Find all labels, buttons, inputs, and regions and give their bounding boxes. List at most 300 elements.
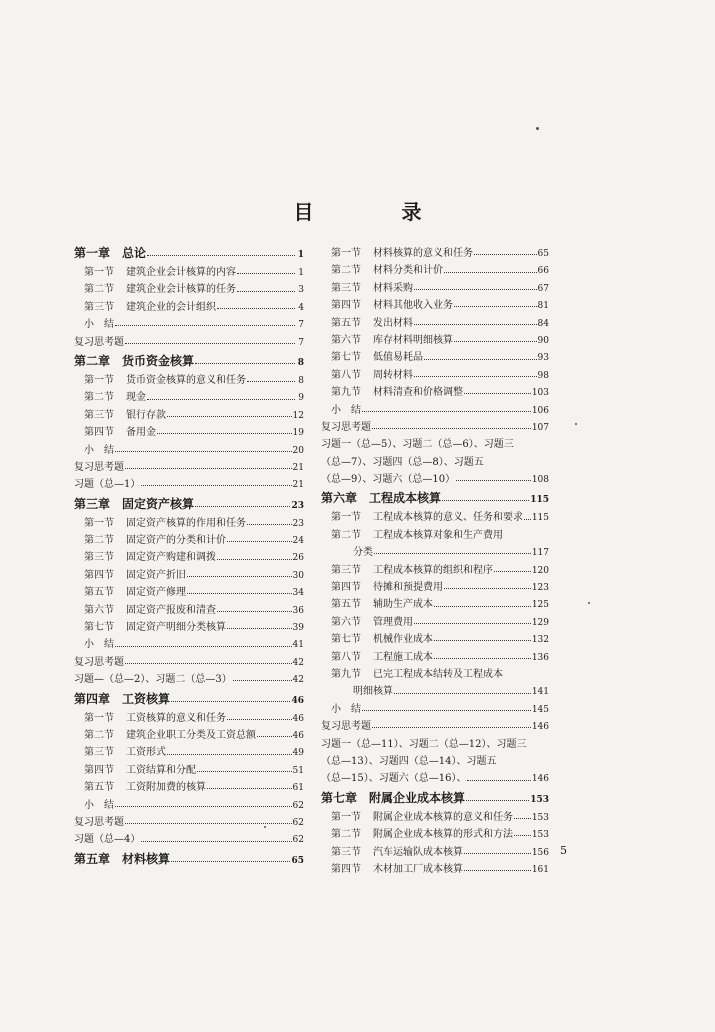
toc-page-number: 34 <box>292 588 304 599</box>
toc-entry-number: 第四节 <box>331 300 361 312</box>
toc-entry <box>321 648 549 665</box>
toc-page-number: 36 <box>292 605 304 616</box>
toc-entry-label <box>84 441 114 456</box>
toc-entry-label <box>321 717 371 732</box>
toc-entry-title: 建筑企业职工分类及工资总额 <box>126 729 256 741</box>
toc-entry <box>74 423 304 440</box>
toc-entry <box>74 709 304 726</box>
toc-entry-number: 第一节 <box>331 811 361 823</box>
toc-entry-number: （总—13）、习题四（总—14）、习题五 <box>321 755 497 767</box>
toc-entry-title: 附属企业成本核算 <box>369 790 466 805</box>
toc-page-number: 117 <box>531 548 549 559</box>
toc-entry <box>321 366 549 383</box>
toc-entry-number: 第二节 <box>331 529 361 541</box>
scan-speck <box>575 423 577 425</box>
toc-entry-number: 第五章 <box>74 851 111 866</box>
toc-entry-label <box>331 526 503 541</box>
dot-leader <box>141 485 291 486</box>
toc-entry-number: 第一节 <box>84 267 114 278</box>
dot-leader <box>414 289 537 290</box>
toc-entry <box>321 453 549 470</box>
toc-entry-title: 低值易耗品 <box>373 352 423 364</box>
toc-entry-label <box>331 314 413 329</box>
toc-entry-title: 材料分类和计价 <box>373 265 443 277</box>
toc-entry-label <box>84 423 156 438</box>
toc-entry <box>321 825 549 842</box>
toc-chapter-entry <box>74 350 304 371</box>
toc-entry <box>321 769 549 786</box>
toc-page-number: 106 <box>531 405 549 416</box>
toc-page-number: 42 <box>292 657 304 668</box>
toc-entry-title: 工资核算的意义和任务 <box>126 712 226 724</box>
toc-entry-number: 第八节 <box>331 651 361 663</box>
toc-entry-number: 第五节 <box>331 599 361 611</box>
toc-entry-label <box>84 263 236 278</box>
dot-leader <box>187 593 292 594</box>
toc-page-number: 30 <box>292 570 304 581</box>
toc-entry-number: 第二节 <box>84 535 114 547</box>
toc-entry-label <box>331 665 503 680</box>
dot-leader <box>474 254 537 255</box>
toc-entry <box>321 279 549 296</box>
toc-entry <box>321 717 549 734</box>
dot-leader <box>167 754 292 755</box>
toc-chapter-entry <box>321 487 549 508</box>
toc-entry-label <box>331 860 463 875</box>
dot-leader <box>456 480 531 481</box>
toc-entry-label <box>321 470 455 485</box>
toc-page-number: 153 <box>531 830 549 841</box>
toc-entry-number: 第七节 <box>331 634 361 646</box>
toc-entry <box>74 315 304 332</box>
dot-leader <box>115 806 292 807</box>
toc-entry <box>321 543 549 560</box>
toc-entry-label <box>331 296 453 311</box>
dot-leader <box>227 628 292 629</box>
toc-entry-number: 第二节 <box>331 829 361 841</box>
toc-entry <box>74 514 304 531</box>
toc-page-number: 153 <box>530 794 549 805</box>
dot-leader <box>115 451 292 452</box>
toc-entry-number: 第二节 <box>84 392 114 404</box>
toc-entry-label <box>331 508 523 523</box>
toc-entry <box>321 383 549 400</box>
dot-leader <box>237 273 295 274</box>
dot-leader <box>125 343 295 344</box>
toc-entry-title: 货币资金核算 <box>122 353 195 368</box>
toc-page-number: 39 <box>292 623 304 634</box>
toc-entry <box>74 761 304 778</box>
toc-page-number: 62 <box>292 800 304 811</box>
dot-leader <box>115 646 292 647</box>
toc-chapter-entry <box>74 493 304 514</box>
toc-entry <box>321 613 549 630</box>
toc-entry <box>321 860 549 877</box>
dot-leader <box>207 788 292 789</box>
toc-entry-number: 小 结 <box>331 703 361 715</box>
toc-page-number: 129 <box>531 617 549 628</box>
toc-page-number: 8 <box>298 375 304 386</box>
toc-entry-number: （总—7）、习题四（总—8）、习题五 <box>321 456 484 468</box>
toc-page-number: 46 <box>292 713 304 724</box>
toc-entry-title: 固定资产核算 <box>122 496 195 511</box>
toc-entry <box>321 348 549 365</box>
toc-entry-label <box>331 700 361 715</box>
toc-entry-title: 总论 <box>122 246 147 260</box>
toc-entry-title: 材料核算 <box>122 851 171 866</box>
toc-page-number: 21 <box>292 480 304 491</box>
toc-entry-label <box>84 406 166 421</box>
toc-entry-number: 小 结 <box>84 444 114 456</box>
toc-entry-number: 第四节 <box>84 427 114 439</box>
toc-entry-label <box>331 578 443 593</box>
toc-entry <box>321 752 549 769</box>
toc-entry <box>321 244 549 261</box>
toc-entry-label <box>331 595 433 610</box>
toc-entry-label <box>84 796 114 811</box>
dot-leader <box>147 255 295 256</box>
toc-entry-label <box>84 583 186 598</box>
toc-page-number: 61 <box>292 783 304 794</box>
toc-entry-label <box>331 331 453 346</box>
dot-leader <box>434 640 531 641</box>
toc-entry-title: 发出材料 <box>373 317 413 329</box>
toc-entry-number: 小 结 <box>84 319 114 331</box>
toc-entry <box>74 475 304 492</box>
toc-entry-number: 第七章 <box>321 790 358 805</box>
toc-entry-label <box>84 514 246 529</box>
toc-entry-title: 固定资产报废和清查 <box>126 604 216 616</box>
toc-entry <box>74 548 304 565</box>
toc-entry-title: 材料其他收入业务 <box>373 300 453 312</box>
dot-leader <box>195 363 295 364</box>
toc-entry-title: 工程成本核算的组织和程序 <box>373 564 493 576</box>
toc-entry-number: 第三节 <box>331 564 361 576</box>
toc-entry-label <box>74 813 124 828</box>
toc-entry-title: 工程成本核算的意义、任务和要求 <box>373 512 523 524</box>
toc-entry-number: 第二节 <box>84 729 114 741</box>
toc-entry-label <box>84 761 196 776</box>
toc-entry-title: 工资核算 <box>122 691 171 706</box>
toc-entry-label <box>331 808 513 823</box>
dot-leader <box>444 588 531 589</box>
dot-leader <box>257 736 292 737</box>
toc-entry-number: 第一节 <box>331 512 361 524</box>
toc-entry-number: 第六章 <box>321 491 358 506</box>
dot-leader <box>467 780 530 781</box>
toc-entry-number: 复习思考题 <box>74 816 124 828</box>
toc-entry <box>74 388 304 405</box>
toc-entry-label <box>353 682 393 697</box>
toc-entry <box>321 508 549 525</box>
toc-entry-number: 习题（总—1） <box>74 479 141 491</box>
toc-entry <box>74 531 304 548</box>
toc-entry-label <box>331 825 513 840</box>
toc-entry-number: 第五节 <box>331 317 361 329</box>
toc-page-number: 65 <box>291 855 304 866</box>
toc-entry-label <box>74 830 140 845</box>
toc-entry-title: 机械作业成本 <box>373 634 433 646</box>
toc-entry-number: 第二节 <box>331 265 361 277</box>
toc-entry <box>321 401 549 418</box>
toc-entry-label <box>84 726 256 741</box>
dot-leader <box>424 359 537 360</box>
toc-entry-label <box>84 709 226 724</box>
toc-entry-number: 第三节 <box>84 409 114 421</box>
dot-leader <box>233 680 292 681</box>
dot-leader <box>227 719 292 720</box>
toc-entry-label <box>331 348 423 363</box>
toc-entry-label <box>74 653 124 668</box>
toc-entry <box>74 726 304 743</box>
toc-entry-title: 材料核算的意义和任务 <box>373 248 473 259</box>
toc-entry-number: 第七节 <box>84 622 114 634</box>
dot-leader <box>514 835 531 836</box>
toc-entry-title: 建筑企业会计核算的内容 <box>126 267 236 278</box>
toc-page-number: 153 <box>531 812 549 823</box>
toc-entry-label <box>84 635 114 650</box>
toc-entry-number: 第九节 <box>331 668 361 680</box>
toc-entry-label <box>321 453 484 468</box>
toc-entry <box>74 778 304 795</box>
toc-entry-number: 第二节 <box>84 284 114 296</box>
toc-entry-number: 第三节 <box>84 552 114 564</box>
toc-entry-number: 第一章 <box>74 246 111 260</box>
toc-entry-number: 第四节 <box>331 582 361 594</box>
toc-entry <box>321 595 549 612</box>
dot-leader <box>147 399 295 400</box>
toc-page-number: 46 <box>291 695 304 706</box>
toc-entry-label <box>331 261 443 276</box>
scan-speck <box>588 602 590 604</box>
toc-page-number: 62 <box>292 817 304 828</box>
toc-entry-number: 第三章 <box>74 496 111 511</box>
toc-page-number: 123 <box>531 583 549 594</box>
toc-entry-title: 待摊和预提费用 <box>373 582 443 594</box>
toc-entry-title: 固定资产购建和调拨 <box>126 552 216 564</box>
dot-leader <box>434 606 531 607</box>
toc-entry-title: 库存材料明细核算 <box>373 334 453 346</box>
toc-page-number: 8 <box>297 357 304 368</box>
toc-page-number: 115 <box>531 513 549 524</box>
toc-entry-title: 附属企业成本核算的意义和任务 <box>373 811 513 823</box>
toc-entry-number: 第一节 <box>84 374 114 386</box>
toc-entry-number: 复习思考题 <box>74 461 124 473</box>
toc-entry-title: 固定资产明细分类核算 <box>126 622 226 634</box>
toc-chapter-entry <box>74 688 304 709</box>
toc-page-number: 132 <box>531 635 549 646</box>
toc-entry-label <box>84 548 216 563</box>
dot-leader <box>444 272 537 273</box>
toc-entry-number: 第九节 <box>331 387 361 399</box>
toc-entry-label <box>84 601 216 616</box>
toc-entry-label <box>331 648 433 663</box>
toc-page-number: 115 <box>530 495 549 506</box>
dot-leader <box>434 658 531 659</box>
dot-leader <box>524 519 531 520</box>
toc-entry-label <box>74 850 170 867</box>
toc-entry-label <box>321 789 465 806</box>
toc-entry-number: 第六节 <box>84 604 114 616</box>
page-number: 5 <box>560 844 567 857</box>
toc-entry-label <box>331 630 433 645</box>
toc-entry <box>321 314 549 331</box>
dot-leader <box>414 623 531 624</box>
toc-entry <box>321 578 549 595</box>
toc-entry <box>321 261 549 278</box>
toc-entry-label <box>331 383 463 398</box>
toc-entry-title: 工程施工成本 <box>373 651 433 663</box>
toc-entry-title: 周转材料 <box>373 369 413 381</box>
toc-entry <box>74 670 304 687</box>
toc-entry-number: 复习思考题 <box>321 721 371 733</box>
dot-leader <box>217 611 292 612</box>
toc-entry <box>321 561 549 578</box>
toc-page-number: 7 <box>298 320 304 331</box>
toc-page-number: 81 <box>537 301 549 312</box>
toc-entry-title: 工程成本核算对象和生产费用 <box>373 529 503 541</box>
dot-leader <box>454 306 537 307</box>
toc-entry-label <box>321 418 371 433</box>
toc-entry-number: 小 结 <box>84 799 114 811</box>
toc-entry-number: 第七节 <box>331 352 361 364</box>
toc-page-number: 21 <box>292 462 304 473</box>
toc-page-number: 156 <box>531 847 549 858</box>
dot-leader <box>464 853 531 854</box>
toc-entry-number: 第三节 <box>331 282 361 294</box>
toc-entry-number: 第一节 <box>331 248 361 259</box>
toc-page-number: 42 <box>292 675 304 686</box>
dot-leader <box>125 468 292 469</box>
toc-entry-label <box>331 279 413 294</box>
toc-page-number: 19 <box>292 428 304 439</box>
toc-entry-title: 现金 <box>126 392 146 404</box>
toc-page-number: 93 <box>537 353 549 364</box>
toc-entry-number: 第八节 <box>331 369 361 381</box>
toc-entry-number: 小 结 <box>84 639 114 651</box>
toc-page-number: 103 <box>531 388 549 399</box>
toc-entry-label <box>84 566 186 581</box>
toc-entry-label <box>84 618 226 633</box>
toc-page-number: 146 <box>531 774 549 785</box>
toc-entry <box>321 630 549 647</box>
toc-entry-label <box>321 435 514 450</box>
toc-page-number: 49 <box>292 748 304 759</box>
scan-speck <box>536 127 539 130</box>
toc-entry-number: 第四章 <box>74 691 111 706</box>
toc-page-number: 107 <box>531 422 549 433</box>
dot-leader <box>464 393 531 394</box>
toc-entry <box>74 796 304 813</box>
toc-entry-label <box>74 475 140 490</box>
dot-leader <box>227 541 292 542</box>
toc-entry <box>74 371 304 388</box>
dot-leader <box>454 341 537 342</box>
toc-entry-number: 第一节 <box>84 517 114 529</box>
toc-entry-number: （总—9）、习题六（总—10） <box>321 474 456 486</box>
toc-right-column <box>321 244 549 877</box>
toc-entry <box>321 526 549 543</box>
dot-leader <box>125 823 292 824</box>
toc-entry-number: 第三节 <box>84 301 114 313</box>
toc-entry-title: 备用金 <box>126 427 156 439</box>
toc-page-number: 1 <box>298 268 304 278</box>
toc-entry <box>74 583 304 600</box>
toc-chapter-entry <box>74 848 304 869</box>
toc-entry <box>321 700 549 717</box>
toc-entry-label <box>84 743 166 758</box>
toc-entry-number: 第二章 <box>74 353 111 368</box>
dot-leader <box>157 433 292 434</box>
toc-entry-number: 明细核算 <box>353 686 393 698</box>
toc-entry-label <box>74 458 124 473</box>
toc-page-number: 141 <box>531 687 549 698</box>
toc-entry-title: 附属企业成本核算的形式和方法 <box>373 829 513 841</box>
dot-leader <box>362 411 531 412</box>
toc-entry-title: 银行存款 <box>126 409 166 421</box>
toc-page-number: 146 <box>531 722 549 733</box>
toc-entry-number: 习题—（总—2）、习题二（总—3） <box>74 674 232 686</box>
toc-entry-title: 已完工程成本结转及工程成本 <box>373 668 503 680</box>
dot-leader <box>374 553 531 554</box>
toc-page-number: 66 <box>537 266 549 277</box>
dot-leader <box>171 701 290 702</box>
dot-leader <box>466 800 529 801</box>
toc-entry-number: 复习思考题 <box>74 656 124 668</box>
toc-entry-label <box>84 531 226 546</box>
toc-page-number: 23 <box>292 518 304 529</box>
toc-entry-label <box>74 495 194 512</box>
toc-entry <box>74 263 304 280</box>
toc-entry <box>321 665 549 682</box>
toc-entry-number: 习题（总—4） <box>74 834 141 846</box>
toc-entry-number: 复习思考题 <box>321 421 371 433</box>
dot-leader <box>514 818 531 819</box>
toc-entry-title: 工资形式 <box>126 747 166 759</box>
toc-entry <box>74 618 304 635</box>
toc-entry <box>74 653 304 670</box>
toc-entry-number: 第五节 <box>84 587 114 599</box>
toc-entry-number: 习题一（总—5）、习题二（总—6）、习题三 <box>321 439 514 451</box>
dot-leader <box>494 571 531 572</box>
toc-entry-title: 固定资产核算的作用和任务 <box>126 517 246 529</box>
toc-page-number: 41 <box>292 640 304 651</box>
toc-entry-label <box>321 489 441 506</box>
dot-leader <box>372 428 531 429</box>
toc-entry <box>74 280 304 297</box>
toc-page-number: 4 <box>298 302 304 313</box>
toc-entry-title: 工资附加费的核算 <box>126 782 206 794</box>
toc-page-number: 7 <box>298 337 304 348</box>
toc-entry-number: 第三节 <box>84 747 114 759</box>
toc-entry <box>321 808 549 825</box>
toc-entry-label <box>331 843 463 858</box>
dot-leader <box>167 416 292 417</box>
dot-leader <box>394 693 531 694</box>
toc-entry-number: 第四节 <box>84 569 114 581</box>
dot-leader <box>125 663 292 664</box>
toc-entry-title: 辅助生产成本 <box>373 599 433 611</box>
dot-leader <box>237 291 295 292</box>
dot-leader <box>171 861 290 862</box>
toc-entry-number: 小 结 <box>331 404 361 416</box>
toc-entry-title: 汽车运输队成本核算 <box>373 846 463 858</box>
dot-leader <box>362 710 531 711</box>
toc-entry-title: 工程成本核算 <box>369 491 442 506</box>
toc-entry <box>321 682 549 699</box>
toc-entry-label <box>353 543 373 558</box>
toc-entry-label <box>331 366 413 381</box>
